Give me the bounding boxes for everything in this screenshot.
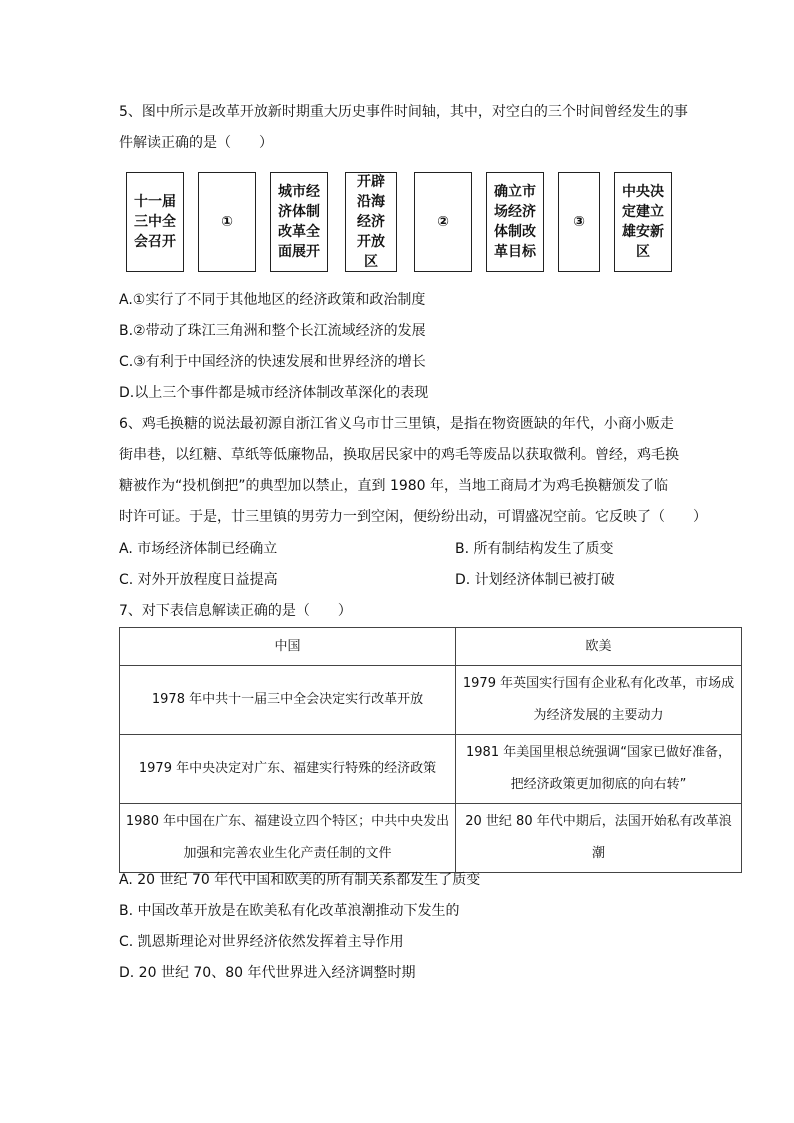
q6-stem-line1: 6、鸡毛换糖的说法最初源自浙江省义乌市廿三里镇，是指在物资匮缺的年代，小商小贩走: [119, 416, 674, 432]
q7-option-a[interactable]: A. 20 世纪 70 年代中国和欧美的所有制关系都发生了质变: [119, 872, 481, 888]
table-cell: 1979 年英国实行国有企业私有化改革，市场成 为经济发展的主要动力: [456, 666, 742, 735]
q5-option-b[interactable]: B.②带动了珠江三角洲和整个长江流域经济的发展: [119, 323, 426, 339]
q7-info-table: [119, 627, 742, 873]
q5-timeline: [126, 172, 672, 272]
q5-stem-line2: 件解读正确的是（ ）: [119, 135, 273, 151]
table-row: [120, 666, 742, 735]
table-header-row: [120, 628, 742, 666]
timeline-box-6: 确立市 场经济 体制改 革目标: [486, 172, 544, 272]
timeline-box-8: 中央决 定建立 雄安新 区: [614, 172, 672, 272]
timeline-box-2: ①: [198, 172, 256, 272]
q7-stem: 7、对下表信息解读正确的是（ ）: [119, 603, 352, 619]
q5-stem-line1: 5、图中所示是改革开放新时期重大历史事件时间轴，其中，对空白的三个时间曾经发生的事: [119, 104, 688, 120]
timeline-box-7: ③: [558, 172, 600, 272]
timeline-box-3: 城市经 济体制 改革全 面展开: [270, 172, 328, 272]
table-header-west: 欧美: [456, 628, 742, 666]
table-row: [120, 804, 742, 873]
q6-option-a[interactable]: A. 市场经济体制已经确立: [119, 541, 278, 557]
table-cell: 20 世纪 80 年代中期后，法国开始私有改革浪 潮: [456, 804, 742, 873]
table-row: [120, 735, 742, 804]
table-cell: 1980 年中国在广东、福建设立四个特区；中共中央发出 加强和完善农业生化产责任制的文件: [120, 804, 456, 873]
q5-option-a[interactable]: A.①实行了不同于其他地区的经济政策和政治制度: [119, 292, 426, 308]
q6-option-d[interactable]: D. 计划经济体制已被打破: [455, 572, 615, 588]
q7-option-c[interactable]: C. 凯恩斯理论对世界经济依然发挥着主导作用: [119, 934, 404, 950]
q7-option-d[interactable]: D. 20 世纪 70、80 年代世界进入经济调整时期: [119, 965, 416, 981]
q6-stem-line3: 糖被作为“投机倒把”的典型加以禁止，直到 1980 年，当地工商局才为鸡毛换糖颁发了临: [119, 478, 669, 494]
q6-stem-line2: 街串巷，以红糖、草纸等低廉物品，换取居民家中的鸡毛等废品以获取微利。曾经，鸡毛换: [119, 447, 679, 463]
q6-stem-line4: 时许可证。于是，廿三里镇的男劳力一到空闲，便纷纷出动，可谓盛况空前。它反映了（ ）: [119, 509, 707, 525]
q6-option-b[interactable]: B. 所有制结构发生了质变: [455, 541, 614, 557]
q5-option-c[interactable]: C.③有利于中国经济的快速发展和世界经济的增长: [119, 354, 426, 370]
timeline-box-5: ②: [414, 172, 472, 272]
q6-option-c[interactable]: C. 对外开放程度日益提高: [119, 572, 278, 588]
timeline-box-1: 十一届 三中全 会召开: [126, 172, 184, 272]
table-cell: 1979 年中央决定对广东、福建实行特殊的经济政策: [120, 735, 456, 804]
q5-option-d[interactable]: D.以上三个事件都是城市经济体制改革深化的表现: [119, 385, 429, 401]
table-header-china: 中国: [120, 628, 456, 666]
table-cell: 1981 年美国里根总统强调“国家已做好准备， 把经济政策更加彻底的向右转”: [456, 735, 742, 804]
table-cell: 1978 年中共十一届三中全会决定实行改革开放: [120, 666, 456, 735]
q7-option-b[interactable]: B. 中国改革开放是在欧美私有化改革浪潮推动下发生的: [119, 903, 460, 919]
timeline-box-4: 开辟 沿海 经济 开放 区: [345, 172, 397, 272]
